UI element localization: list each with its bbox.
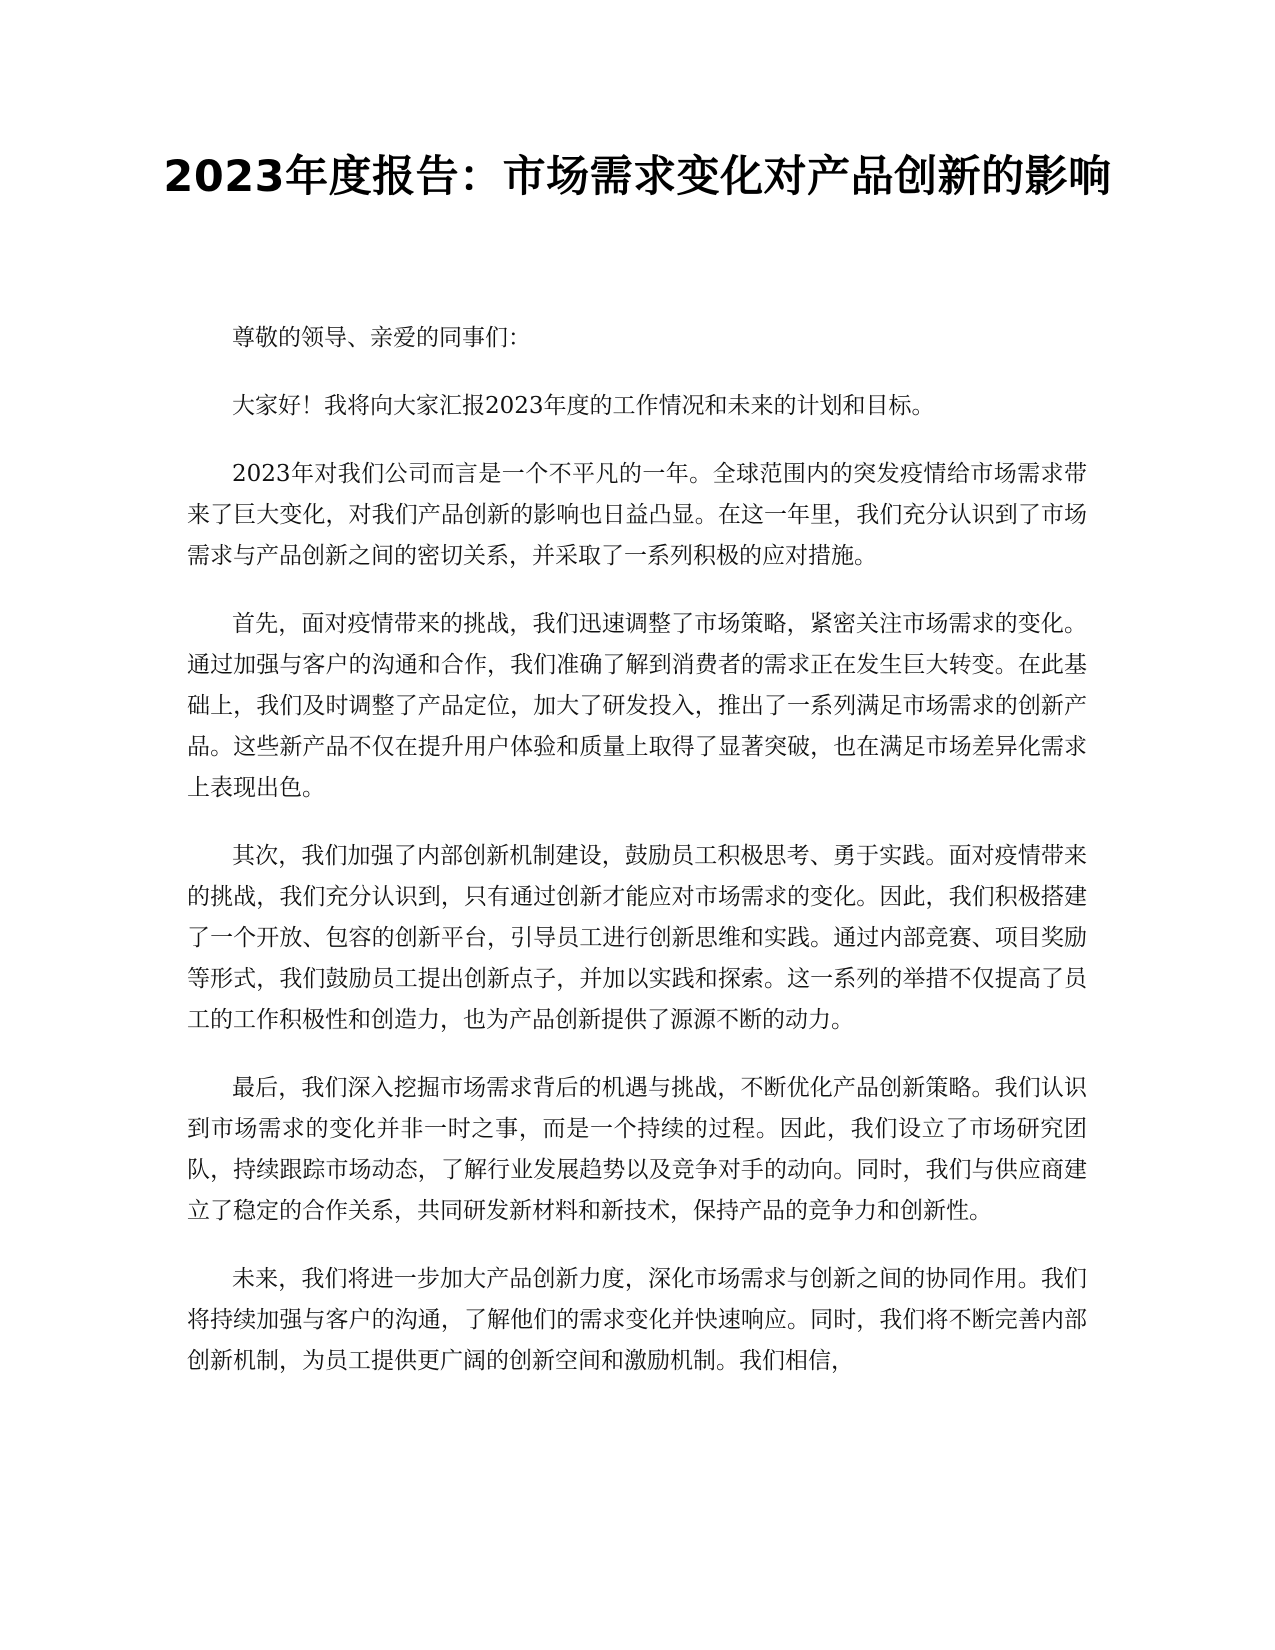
- body-paragraph: 其次，我们加强了内部创新机制建设，鼓励员工积极思考、勇于实践。面对疫情带来的挑战，我们充分认识到，只有通过创新才能应对市场需求的变化。因此，我们积极搭建了一个开放、包容的创新平台，引导员工进行创新思维和实践。通过内部竞赛、项目奖励等形式，我们鼓励员工提出创新点子，并加以实践和探索。这一系列的举措不仅提高了员工的工作积极性和创造力，也为产品创新提供了源源不断的动力。: [187, 843, 1087, 1033]
- body-paragraph: 首先，面对疫情带来的挑战，我们迅速调整了市场策略，紧密关注市场需求的变化。通过加强与客户的沟通和合作，我们准确了解到消费者的需求正在发生巨大转变。在此基础上，我们及时调整了产品定位，加大了研发投入，推出了一系列满足市场需求的创新产品。这些新产品不仅在提升用户体验和质量上取得了显著突破，也在满足市场差异化需求上表现出色。: [187, 611, 1087, 801]
- body-paragraph: 未来，我们将进一步加大产品创新力度，深化市场需求与创新之间的协同作用。我们将持续加强与客户的沟通，了解他们的需求变化并快速响应。同时，我们将不断完善内部创新机制，为员工提供更广阔的创新空间和激励机制。我们相信，: [187, 1266, 1087, 1374]
- salutation-paragraph: 尊敬的领导、亲爱的同事们：: [232, 325, 531, 351]
- document-body: [187, 318, 1087, 1409]
- greeting-paragraph: 大家好！我将向大家汇报2023年度的工作情况和未来的计划和目标。: [232, 393, 935, 419]
- body-paragraph: 最后，我们深入挖掘市场需求背后的机遇与挑战，不断优化产品创新策略。我们认识到市场需求的变化并非一时之事，而是一个持续的过程。因此，我们设立了市场研究团队，持续跟踪市场动态，了解行业发展趋势以及竞争对手的动向。同时，我们与供应商建立了稳定的合作关系，共同研发新材料和新技术，保持产品的竞争力和创新性。: [187, 1075, 1087, 1224]
- document-title: 2023年度报告：市场需求变化对产品创新的影响: [163, 152, 1112, 202]
- body-paragraph: 2023年对我们公司而言是一个不平凡的一年。全球范围内的突发疫情给市场需求带来了巨大变化，对我们产品创新的影响也日益凸显。在这一年里，我们充分认识到了市场需求与产品创新之间的密切关系，并采取了一系列积极的应对措施。: [187, 461, 1087, 569]
